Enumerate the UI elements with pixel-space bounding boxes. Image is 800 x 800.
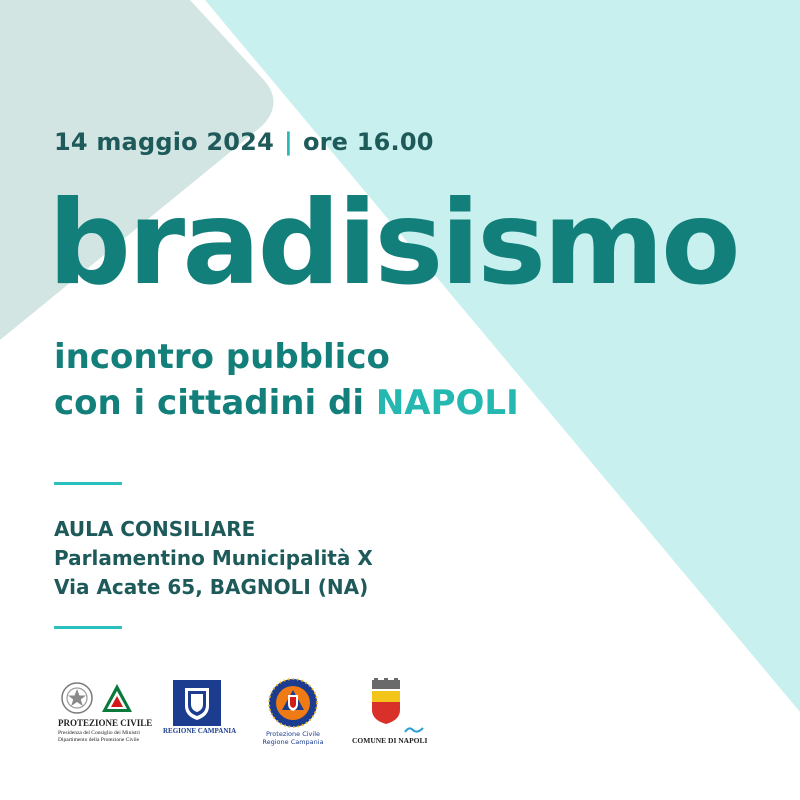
date-time-separator: | <box>283 128 293 156</box>
event-subtitle-line2 <box>54 383 519 423</box>
logo-regione-campania <box>163 680 237 740</box>
venue-name: AULA CONSILIARE <box>54 517 256 541</box>
event-city: NAPOLI <box>375 383 519 423</box>
event-title: bradisismo <box>48 176 738 311</box>
protezione-civile-line2: Dipartimento della Protezione Civile <box>58 737 140 743</box>
event-subtitle-line1: incontro pubblico <box>54 337 390 377</box>
protezione-civile-line1: Presidenza del Consiglio dei Ministri <box>58 730 140 736</box>
protezione-civile-name: PROTEZIONE CIVILE <box>58 718 153 728</box>
divider-top <box>54 482 122 485</box>
regional-civil-protection-icon <box>268 678 318 728</box>
event-time: ore 16.00 <box>302 128 434 156</box>
comune-napoli-crest-icon <box>368 678 404 726</box>
event-date: 14 maggio 2024 <box>54 128 274 156</box>
venue-room: Parlamentino Municipalità X <box>54 546 373 570</box>
wave-icon <box>404 725 424 735</box>
logo-protezione-civile-regione <box>260 678 326 748</box>
venue-address: Via Acate 65, BAGNOLI (NA) <box>54 575 369 599</box>
date-time-line <box>54 128 434 156</box>
protezione-civile-regione-line2: Regione Campania <box>262 738 324 746</box>
regione-campania-emblem-icon <box>173 680 221 726</box>
logo-comune-napoli <box>350 678 426 748</box>
italian-emblem-icon <box>60 680 94 716</box>
event-subtitle-prefix: con i cittadini di <box>54 383 364 423</box>
protezione-civile-regione-line1: Protezione Civile <box>265 730 321 738</box>
civil-protection-triangle-icon <box>100 682 134 716</box>
divider-bottom <box>54 626 122 629</box>
comune-napoli-name: COMUNE DI NAPOLI <box>352 736 428 745</box>
logo-protezione-civile <box>56 680 153 750</box>
regione-campania-name: REGIONE CAMPANIA <box>163 727 237 735</box>
